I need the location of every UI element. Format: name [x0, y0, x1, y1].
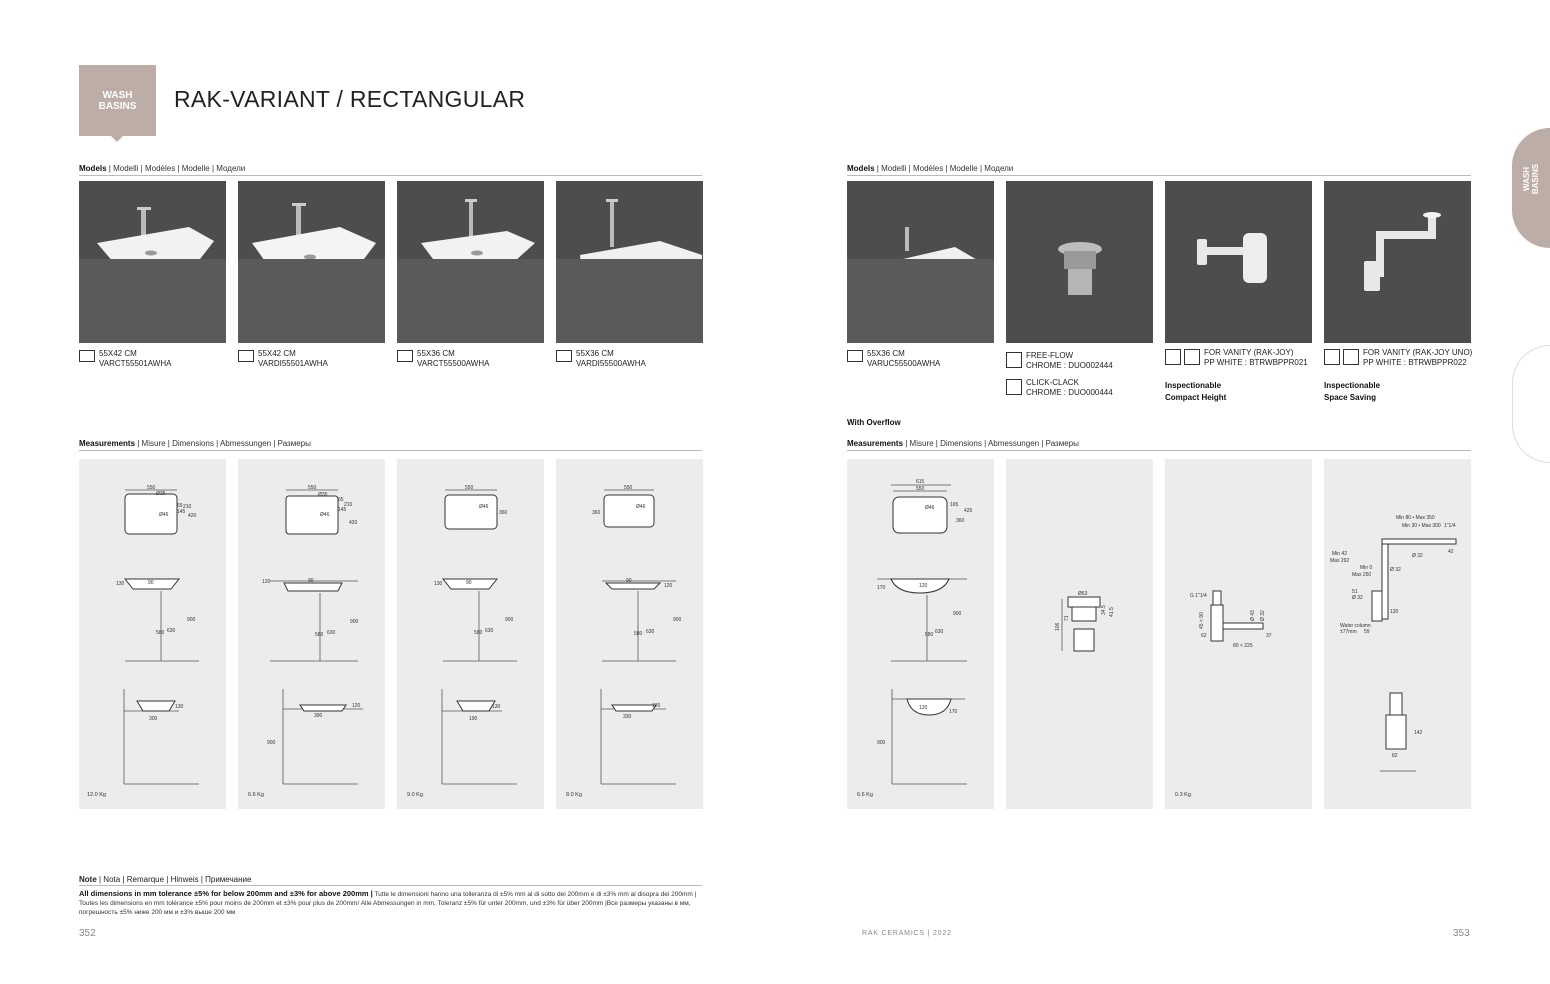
dim-label: 120 — [1390, 609, 1399, 615]
drawing-panel-vardi55500 — [556, 459, 703, 809]
dim-label: 80 < 225 — [1233, 643, 1253, 649]
footer-brand: RAK CERAMICS | 2022 — [862, 930, 952, 937]
dim-label: 130 — [492, 704, 501, 710]
dim-label: 390 — [314, 713, 323, 719]
dim-label: 550 — [308, 485, 317, 491]
dim-label: 550 — [916, 486, 925, 492]
technical-drawing — [1006, 459, 1153, 809]
dim-label: Ø35 — [156, 491, 166, 497]
note-body-bold: All dimensions in mm tolerance ±5% for below 200mm and ±3% for above 200mm | — [79, 889, 373, 898]
dim-label: 65 — [177, 503, 183, 509]
weight-label: 6.6 Kg — [857, 792, 873, 798]
weight-label: 0.3 Kg — [1175, 792, 1191, 798]
waste-label — [1006, 351, 1113, 371]
product-photo-waste[interactable] — [1006, 181, 1153, 343]
technical-drawing — [79, 459, 226, 809]
drawing-panel-varct55500 — [397, 459, 544, 809]
dim-label: 45 < 90 — [1199, 612, 1205, 629]
drawing-panel-varct55501 — [79, 459, 226, 809]
technical-drawing — [1165, 459, 1312, 809]
dim-label: 900 — [505, 617, 514, 623]
dim-label: 330 — [623, 714, 632, 720]
divider — [79, 450, 702, 451]
dim-label: 550 — [147, 485, 156, 491]
drop-in-basin-icon — [556, 350, 572, 362]
dim-label: 90 — [466, 580, 472, 586]
feature: Inspectionable — [1324, 381, 1381, 390]
technical-drawing — [1324, 459, 1471, 809]
dim-label: 420 — [349, 520, 358, 526]
dim-label: Max 292 — [1330, 558, 1350, 564]
waste-name: CLICK-CLACK — [1026, 378, 1079, 387]
dim-label: 82 — [1392, 753, 1398, 759]
dim-label: 900 — [953, 611, 962, 617]
dim-label: Water column — [1340, 623, 1371, 629]
dim-label: 145 — [338, 507, 347, 513]
trap-label — [1165, 348, 1308, 368]
measurements-heading-right — [847, 439, 1079, 448]
dim-label: ±77mm — [1340, 629, 1357, 635]
dim-label: 165 — [950, 502, 959, 508]
model-code: VARDI55501AWHA — [258, 359, 328, 368]
divider — [79, 175, 702, 176]
model-size: 55X36 CM — [867, 349, 905, 358]
section-tab-next[interactable] — [1512, 345, 1550, 463]
dim-label: Ø46 — [925, 505, 935, 511]
dim-label: 120 — [664, 583, 673, 589]
dim-label: 360 — [592, 510, 601, 516]
waste-icon — [1006, 352, 1022, 368]
note-body-rest: Tutte le dimensioni hanno una tolleranza di ±5% mm al di sotto dei 200mm e di ±3% mm al disopra dei 200mm | Toutes les dimensions en mm tolérance ±5% pour moins de 200mm et ±3% pour plus de 200mm/ Alle Abmessungen in mm, Toleranz ±5% für unter 200mm, und ±3% für über 200mm |Все размеры указаны в мм, погрешность ±5% ниже 200 мм и ±3% выше 200 мм — [79, 891, 697, 916]
model-label — [847, 349, 940, 369]
dim-label: 210 — [183, 504, 192, 510]
measurements-heading-bold: Measurements — [847, 439, 904, 448]
dim-label: Min 0 — [1360, 565, 1373, 571]
dim-label: Ø35 — [318, 492, 328, 498]
technical-drawing — [397, 459, 544, 809]
dim-label: Ø 32 — [1260, 610, 1266, 621]
undercounter-basin-icon — [847, 350, 863, 362]
dim-label: 42 — [1448, 549, 1454, 555]
dim-label: 190 — [469, 716, 478, 722]
dim-label: 630 — [167, 628, 176, 634]
dim-label: 300 — [149, 716, 158, 722]
feature: Space Saving — [1324, 393, 1377, 402]
trap-label — [1324, 348, 1472, 368]
tab-line2: BASINS — [1531, 163, 1540, 195]
dim-label: 106 — [1055, 622, 1061, 631]
model-size: 55X36 CM — [417, 349, 455, 358]
technical-drawing — [556, 459, 703, 809]
dim-label: 142 — [1414, 730, 1423, 736]
dim-label: 630 — [327, 630, 336, 636]
dim-label: 360 — [499, 510, 508, 516]
technical-drawing — [238, 459, 385, 809]
dim-label: 900 — [350, 619, 359, 625]
note-heading — [79, 875, 251, 884]
dim-label: Ø46 — [636, 504, 646, 510]
dim-label: Min 30 • Max 300 — [1402, 523, 1441, 529]
weight-label: 9.0 Kg — [407, 792, 423, 798]
model-size: 55X42 CM — [99, 349, 137, 358]
dim-label: 120 — [652, 703, 661, 709]
dim-label: 1"1/4 — [1444, 523, 1456, 529]
dim-label: 900 — [267, 740, 276, 746]
measurements-heading-left — [79, 439, 311, 448]
waste-illustration — [1006, 181, 1153, 343]
dim-label: Ø 32 — [1352, 595, 1363, 601]
model-size: 55X42 CM — [258, 349, 296, 358]
model-code: VARCT55501AWHA — [99, 359, 172, 368]
trap-features — [1165, 380, 1226, 404]
model-label — [397, 349, 489, 369]
trap-code: PP WHITE : BTRWBPPR021 — [1204, 358, 1308, 367]
waste-label — [1006, 378, 1113, 398]
trap-icon — [1343, 349, 1359, 365]
counter-surface — [238, 259, 385, 343]
dim-label: 630 — [646, 629, 655, 635]
page-number-left: 352 — [79, 928, 96, 939]
dim-label: 420 — [188, 513, 197, 519]
trap-icon — [1184, 349, 1200, 365]
note-heading-rest: | Nota | Remarque | Hinweis | Примечание — [96, 875, 252, 884]
product-photo-varct55501[interactable] — [79, 181, 226, 343]
drawing-panel-varuc55500 — [847, 459, 994, 809]
dim-label: 615 — [916, 479, 925, 485]
drawing-panel-trap-joy — [1165, 459, 1312, 809]
vanity-icon — [1324, 349, 1340, 365]
divider — [847, 450, 1471, 451]
dim-label: 580 — [315, 632, 324, 638]
product-photo-varct55500[interactable] — [397, 181, 544, 343]
waste-code: CHROME : DUO002444 — [1026, 361, 1113, 370]
badge-line1: WASH — [102, 89, 133, 101]
counter-surface — [847, 259, 994, 343]
dim-label: 550 — [465, 485, 474, 491]
tab-line1: WASH — [1522, 167, 1531, 191]
models-heading-left — [79, 164, 245, 173]
dim-label: 37 — [1266, 633, 1272, 639]
countertop-basin-icon — [397, 350, 413, 362]
note-body — [79, 889, 701, 917]
product-photo-varuc55500[interactable] — [847, 181, 994, 343]
feature: Compact Height — [1165, 393, 1227, 402]
counter-surface — [79, 259, 226, 343]
dim-label: Ø46 — [159, 512, 169, 518]
dim-label: Ø46 — [320, 512, 330, 518]
vanity-icon — [1165, 349, 1181, 365]
dim-label: 90 — [148, 580, 154, 586]
dim-label: 145 — [177, 509, 186, 515]
trap-name: FOR VANITY (RAK-JOY UNO) — [1363, 348, 1473, 357]
model-size: 55X36 CM — [576, 349, 614, 358]
model-code: VARDI55500AWHA — [576, 359, 646, 368]
dim-label: 130 — [175, 704, 184, 710]
drawing-panel-trap-joy-uno — [1324, 459, 1471, 809]
dim-label: 170 — [949, 709, 958, 715]
trap-illustration — [1324, 181, 1471, 343]
dim-label: Ø46 — [479, 504, 489, 510]
model-code: VARUC55500AWHA — [867, 359, 941, 368]
models-heading-bold: Models — [847, 164, 875, 173]
dim-label: Min 80 • Max 350 — [1396, 515, 1435, 521]
feature: Inspectionable — [1165, 381, 1222, 390]
dim-label: 210 — [344, 502, 353, 508]
trap-illustration — [1165, 181, 1312, 343]
dim-label: 425 — [964, 508, 973, 514]
dim-label: 900 — [877, 740, 886, 746]
dim-label: Max 250 — [1352, 572, 1372, 578]
product-photo-vardi55500[interactable] — [556, 181, 703, 343]
dim-label: 90 — [308, 578, 314, 584]
dim-label: 580 — [925, 632, 934, 638]
badge-line2: BASINS — [98, 100, 137, 112]
drawing-panel-vardi55501 — [238, 459, 385, 809]
trap-features — [1324, 380, 1380, 404]
weight-label: 12.0 Kg — [87, 792, 106, 798]
dim-label: Ø 43 — [1250, 610, 1256, 621]
dim-label: 900 — [673, 617, 682, 623]
dim-label: 62 — [1201, 633, 1207, 639]
model-label — [556, 349, 646, 369]
dim-label: 630 — [935, 629, 944, 635]
dim-label: 41.5 — [1109, 607, 1115, 617]
badge-pointer — [111, 136, 123, 142]
trap-code: PP WHITE : BTRWBPPR022 — [1363, 358, 1467, 367]
note-heading-bold: Note — [79, 875, 97, 884]
dim-label: 59 — [1364, 629, 1370, 635]
technical-drawing — [847, 459, 994, 809]
dim-label: 120 — [352, 703, 361, 709]
dim-label: G 1"1/4 — [1190, 593, 1207, 599]
dim-label: Ø 32 — [1412, 553, 1423, 559]
divider — [847, 175, 1471, 176]
weight-label: 8.0 Kg — [566, 792, 582, 798]
dim-label: Ø 32 — [1390, 567, 1401, 573]
section-tab-wash-basins[interactable] — [1512, 128, 1550, 248]
dim-label: 580 — [634, 631, 643, 637]
page-title: RAK-VARIANT / RECTANGULAR — [174, 86, 526, 112]
counter-surface — [556, 259, 703, 343]
drop-in-basin-icon — [238, 350, 254, 362]
dim-label: 580 — [156, 630, 165, 636]
divider — [79, 885, 702, 886]
dim-label: Ø63 — [1078, 591, 1088, 597]
dim-label: 580 — [474, 630, 483, 636]
dim-label: 120 — [919, 705, 928, 711]
model-label — [238, 349, 328, 369]
dim-label: 170 — [877, 585, 886, 591]
dim-label: 120 — [919, 583, 928, 589]
countertop-basin-icon — [79, 350, 95, 362]
category-badge — [79, 65, 156, 136]
weight-label: 6.6 Kg — [248, 792, 264, 798]
product-photo-trap-joy-uno[interactable] — [1324, 181, 1471, 343]
model-code: VARCT55500AWHA — [417, 359, 490, 368]
measurements-heading-rest: | Misure | Dimensions | Abmessungen | Размеры — [903, 439, 1079, 448]
dim-label: 71 — [1064, 615, 1070, 621]
models-heading-rest: | Modelli | Modèles | Modelle | Модели — [874, 164, 1014, 173]
counter-surface — [397, 259, 544, 343]
drawing-panel-waste — [1006, 459, 1153, 809]
page-number-right: 353 — [1453, 928, 1470, 939]
product-photo-trap-joy[interactable] — [1165, 181, 1312, 343]
measurements-heading-rest: | Misure | Dimensions | Abmessungen | Размеры — [135, 439, 311, 448]
model-label — [79, 349, 171, 369]
waste-name: FREE-FLOW — [1026, 351, 1074, 360]
models-heading-rest: | Modelli | Modèles | Modelle | Модели — [106, 164, 246, 173]
dim-label: 550 — [624, 485, 633, 491]
dim-label: Min 42 — [1332, 551, 1348, 557]
dim-label: 360 — [956, 518, 965, 524]
waste-icon — [1006, 379, 1022, 395]
models-heading-bold: Models — [79, 164, 107, 173]
models-heading-right — [847, 164, 1013, 173]
dim-label: 51 — [1352, 589, 1358, 595]
with-overflow-note: With Overflow — [847, 418, 901, 427]
dim-label: 130 — [434, 581, 443, 587]
dim-label: 120 — [262, 579, 271, 585]
dim-label: 630 — [485, 628, 494, 634]
trap-name: FOR VANITY (RAK-JOY) — [1204, 348, 1294, 357]
waste-code: CHROME : DUO000444 — [1026, 388, 1113, 397]
dim-label: 90 — [626, 578, 632, 584]
product-photo-vardi55501[interactable] — [238, 181, 385, 343]
measurements-heading-bold: Measurements — [79, 439, 136, 448]
dim-label: 130 — [116, 581, 125, 587]
dim-label: 65 — [338, 497, 344, 503]
dim-label: 34.5 — [1101, 605, 1107, 615]
dim-label: 900 — [187, 617, 196, 623]
